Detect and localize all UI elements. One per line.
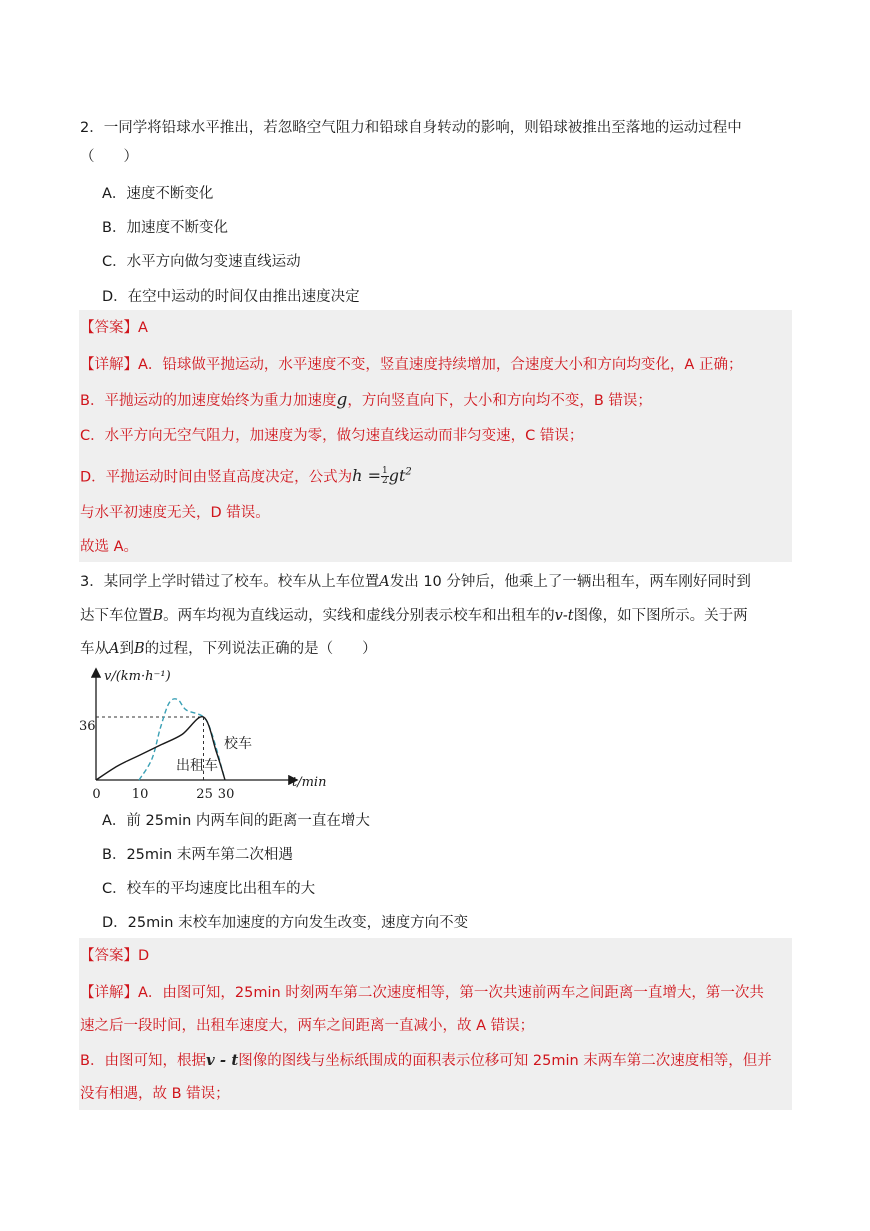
detail-b-text-end: ，方向竖直向下，大小和方向均不变，B 错误；: [347, 393, 652, 409]
q3-detail-a1: [80, 983, 764, 1003]
formula-lhs: h =: [352, 466, 381, 486]
q3-detail-b2: 没有相遇，故 B 错误；: [80, 1086, 230, 1102]
x-axis-label: t/min: [292, 775, 327, 790]
x-tick-label: 30: [217, 787, 235, 802]
var-vt: v-t: [554, 608, 574, 624]
var-a: A: [379, 574, 390, 590]
fraction-numerator: 1: [381, 466, 388, 477]
q2-option-c: C．水平方向做匀变速直线运动: [102, 254, 301, 270]
q2-detail-d-cont: 与水平初速度无关，D 错误。: [80, 505, 270, 521]
answer-label: 【答案】: [80, 948, 138, 964]
q2-detail-b: [80, 390, 652, 411]
q3-stem-line1: [80, 572, 751, 592]
answer-value: D: [138, 948, 150, 964]
formula-fraction: [381, 467, 389, 486]
q2-detail-a: [80, 355, 742, 375]
q3-answer: [80, 946, 149, 966]
y-axis-label: v/(km·h⁻¹): [104, 669, 171, 684]
q3-option-c: C．校车的平均速度比出租车的大: [102, 881, 316, 897]
q3-detail-a2: 速之后一段时间，出租车速度大，两车之间距离一直减小，故 A 错误；: [80, 1018, 535, 1034]
stem-text: 发出 10 分钟后，他乘上了一辆出租车，两车刚好同时到: [389, 574, 751, 590]
q2-option-a: A．速度不断变化: [102, 186, 214, 202]
formula-h: [352, 466, 412, 485]
x-tick-label: 25: [196, 787, 213, 802]
y-tick-36: 36: [79, 719, 96, 734]
answer-value: A: [138, 320, 148, 336]
q3-detail-b1: [80, 1050, 772, 1071]
symbol-vt: v - t: [205, 1051, 239, 1069]
label-taxi: 出租车: [176, 758, 218, 774]
q3-option-d: D．25min 末校车加速度的方向发生改变，速度方向不变: [102, 915, 469, 931]
q3-option-a: A．前 25min 内两车间的距离一直在增大: [102, 813, 370, 829]
stem-text: 到: [119, 641, 134, 657]
stem-text: 达下车位置: [80, 608, 153, 624]
detail-d-text: D．平抛运动时间由竖直高度决定，公式为: [80, 469, 353, 486]
var-b: B: [133, 641, 145, 657]
var-a: A: [109, 641, 120, 657]
q3-option-b: B．25min 末两车第二次相遇: [102, 847, 293, 863]
stem-text: 3．某同学上学时错过了校车。校车从上车位置: [80, 574, 380, 590]
detail-b1-text-end: 图像的图线与坐标纸围成的面积表示位移可知 25min 末两车第二次速度相等，但并: [238, 1053, 772, 1069]
x-tick-label: 10: [131, 787, 149, 802]
answer-label: 【答案】: [80, 320, 138, 336]
stem-text: 的过程，下列说法正确的是（ ）: [144, 641, 377, 657]
q2-answer: [80, 318, 148, 338]
fraction-denominator: 2: [381, 476, 388, 487]
stem-text: 车从: [80, 641, 109, 657]
detail-a1-text: A．由图可知，25min 时刻两车第二次速度相等，第一次共速前两车之间距离一直增大，第一次共: [138, 985, 764, 1001]
symbol-g: g: [336, 390, 348, 410]
q2-conclusion: 故选 A。: [80, 539, 139, 555]
q2-detail-c: C．水平方向无空气阻力，加速度为零，做匀速直线运动而非匀变速，C 错误；: [80, 428, 584, 444]
detail-a-text: A．铅球做平抛运动，水平速度不变，竖直速度持续增加，合速度大小和方向均变化，A 正确；: [138, 357, 743, 373]
var-b: B: [152, 608, 164, 624]
formula-rhs: gt: [388, 466, 406, 486]
vt-chart: [76, 662, 336, 804]
q2-detail-d: [80, 463, 412, 487]
stem-text: 。两车均视为直线运动，实线和虚线分别表示校车和出租车的: [163, 608, 555, 624]
q2-option-b: B．加速度不断变化: [102, 220, 228, 236]
detail-label: 【详解】: [80, 357, 138, 373]
detail-b-text: B．平抛运动的加速度始终为重力加速度: [80, 393, 337, 409]
formula-exponent: 2: [405, 467, 412, 478]
q2-stem-line2: （ ）: [80, 149, 138, 165]
stem-text: 图像，如下图所示。关于两: [573, 608, 748, 624]
detail-label: 【详解】: [80, 985, 138, 1001]
detail-b1-text: B．由图可知，根据: [80, 1053, 206, 1069]
q3-stem-line2: [80, 606, 748, 626]
label-bus: 校车: [224, 736, 252, 752]
q2-option-d: D．在空中运动的时间仅由推出速度决定: [102, 289, 360, 305]
q3-stem-line3: [80, 639, 377, 659]
x-tick-label: 0: [92, 787, 101, 802]
q2-stem-line1: 2．一同学将铅球水平推出，若忽略空气阻力和铅球自身转动的影响，则铅球被推出至落地的运动过程中: [80, 120, 742, 136]
